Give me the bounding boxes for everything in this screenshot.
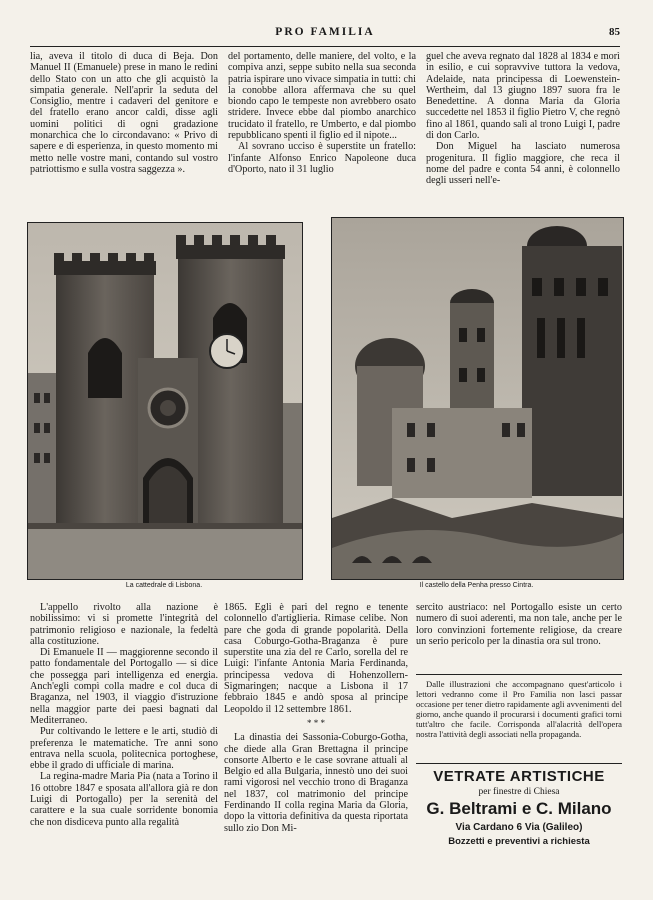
bottom-column-3 <box>416 602 622 647</box>
castle-photo <box>331 217 624 580</box>
top-column-2 <box>228 51 416 175</box>
top-column-1 <box>30 51 218 175</box>
page-number: 85 <box>609 26 620 38</box>
ad-note: Bozzetti e preventivi a richiesta <box>448 836 590 847</box>
section-divider: * * * <box>307 717 325 728</box>
note-rule <box>416 674 622 675</box>
paragraph: Don Miguel ha lasciato numerosa progenitura. Il figlio maggiore, che reca il nome del padre e conta 54 anni, è colonnello degli usseri nell'e- <box>426 141 620 187</box>
ad-address: Via Cardano 6 Via (Galileo) <box>455 822 583 833</box>
advertisement <box>416 768 622 847</box>
cathedral-caption: La cattedrale di Lisbona. <box>125 582 203 589</box>
castle-illustration <box>332 218 623 579</box>
paragraph: Al sovrano ucciso è superstite un fratello: l'infante Alfonso Enrico Napoleone duca d'Oporto, nato il 31 luglio <box>228 141 416 175</box>
castle-caption: Il castello della Penha presso Cintra. <box>419 582 534 589</box>
paragraph: La dinastia dei Sassonia-Coburgo-Gotha, che diede alla Gran Brettagna il principe consorte Alberto e le case sovrane attuali al Belgio ed alla Bulgaria, innestò uno dei suoi rami vigorosi nel vecchio trono di Braganza nel 1837, col matrimonio del principe Ferdinando II colla regina Maria da Gloria, dopo la vittoria definitiva da questa riportata sullo zio Don Mi- <box>224 732 408 834</box>
paragraph: lia, aveva il titolo di duca di Beja. Don Manuel II (Emanuele) prese in mano le redini dello Stato con un atto che gli acquistò la simpatia generale. Nell'aprir la seduta del Consiglio, mentre i cadaveri del genitore e del fratello erano ancor caldi, disse agli uomini politici di ogni gradazione monarchica che lo circondavano: « Privo di sapere e di esperienza, in questo momento mi metto nelle vostre mani, contando sul vostro patriottismo e sulla vostra saggezza ». <box>30 51 218 175</box>
paragraph: La regina-madre Maria Pia (nata a Torino il 16 ottobre 1847 e sposata all'allora già re don Luigi di Portogallo) per la serenità del carattere e la sua cuale sorridente bonomia che non disdiceva punto alla regalità <box>30 771 218 828</box>
paragraph: L'appello rivolto alla nazione è nobilissimo: vi si promette l'integrità del patrimonio religioso e nazionale, la fedeltà alla costituzione. <box>30 602 218 647</box>
paragraph: Pur coltivando le lettere e le arti, studiò di preferenza le matematiche. Tre anni sono entrava nella scuola, politecnica portoghese, ebbe il grado di ufficiale di marina. <box>30 726 218 772</box>
paragraph: sercito austriaco: nel Portogallo esiste un certo numero di suoi aderenti, ma non tale, anche per le loro convinzioni fortemente religiose, da creare un serio pericolo per la dinastia ora sul trono. <box>416 602 622 647</box>
magazine-title: PRO FAMILIA <box>275 26 375 38</box>
editorial-note <box>416 679 622 739</box>
ad-subtitle: per finestre di Chiesa <box>478 787 560 797</box>
note-text: Dalle illustrazioni che accompagnano quest'articolo i lettori vedranno come il Pro Familia non lasci passar occasione per tener dietro rapidamente agli avvenimenti del giorno, anche quando il procurarsi i documenti grafici torni tutt'altro che facile. Corrisponda all'alacrità dell'opera nostra l'attività degli associati nella propaganda. <box>416 679 622 739</box>
ad-company: G. Beltrami e C. Milano <box>426 799 612 818</box>
paragraph: 1865. Egli è pari del regno e tenente colonnello d'artiglieria. Rimase celibe. Non pare che goda di grande popolarità. Della casa Coburgo-Gotha-Braganza è pure superstite una zia del re Carlo, sorella del re Luigi: l'infante Antonia Maria Ferdinanda, principessa vedova di Hohenzollern-Sigmaringen; nacque a Lisbona il 17 febbraio 1845 e andò sposa al principe Leopoldo il 12 settembre 1861. <box>224 602 408 715</box>
bottom-column-1 <box>30 602 218 828</box>
header-rule <box>30 46 620 47</box>
ad-title: VETRATE ARTISTICHE <box>433 768 605 785</box>
cathedral-illustration <box>28 223 302 579</box>
paragraph: guel che aveva regnato dal 1828 al 1834 e morì in esilio, e cui sopravvive tuttora la vedova, Adelaide, nata principessa di Loewenstein-Wertheim, dal 13 giugno 1897 suora fra le Benedettine. A donna Maria da Gloria succedette nel 1853 il figlio Pietro V, che regnò fino al 1861, quando salì al trono Luigi I, padre di don Carlo. <box>426 51 620 142</box>
page-header <box>30 26 620 44</box>
paragraph: del portamento, delle maniere, del volto, e la compiva anzi, seppe subito nella sua seconda patria ispirare uno vivace simpatia in tutti: chi la conobbe allora affermava che su quel biondo capo le tempeste non avrebbero osato stridere. Invece ebbe dal piombo anarchico trucidato il fratello, re Umberto, e dal piombo repubblicano spenti il figlio ed il nipote... <box>228 51 416 142</box>
top-column-3 <box>426 51 620 187</box>
ad-rule <box>416 763 622 764</box>
bottom-column-2 <box>224 602 408 834</box>
cathedral-photo <box>27 222 303 580</box>
paragraph: Di Emanuele II — maggiorenne secondo il patto fondamentale del Portogallo — si dice che possegga pari intelligenza ed energia. Anch'egli compì colla madre e col duca di Braganza, nel 1903, il viaggio d'istruzione nella maggior parte dei paesi bagnati dal Mediterraneo. <box>30 647 218 726</box>
